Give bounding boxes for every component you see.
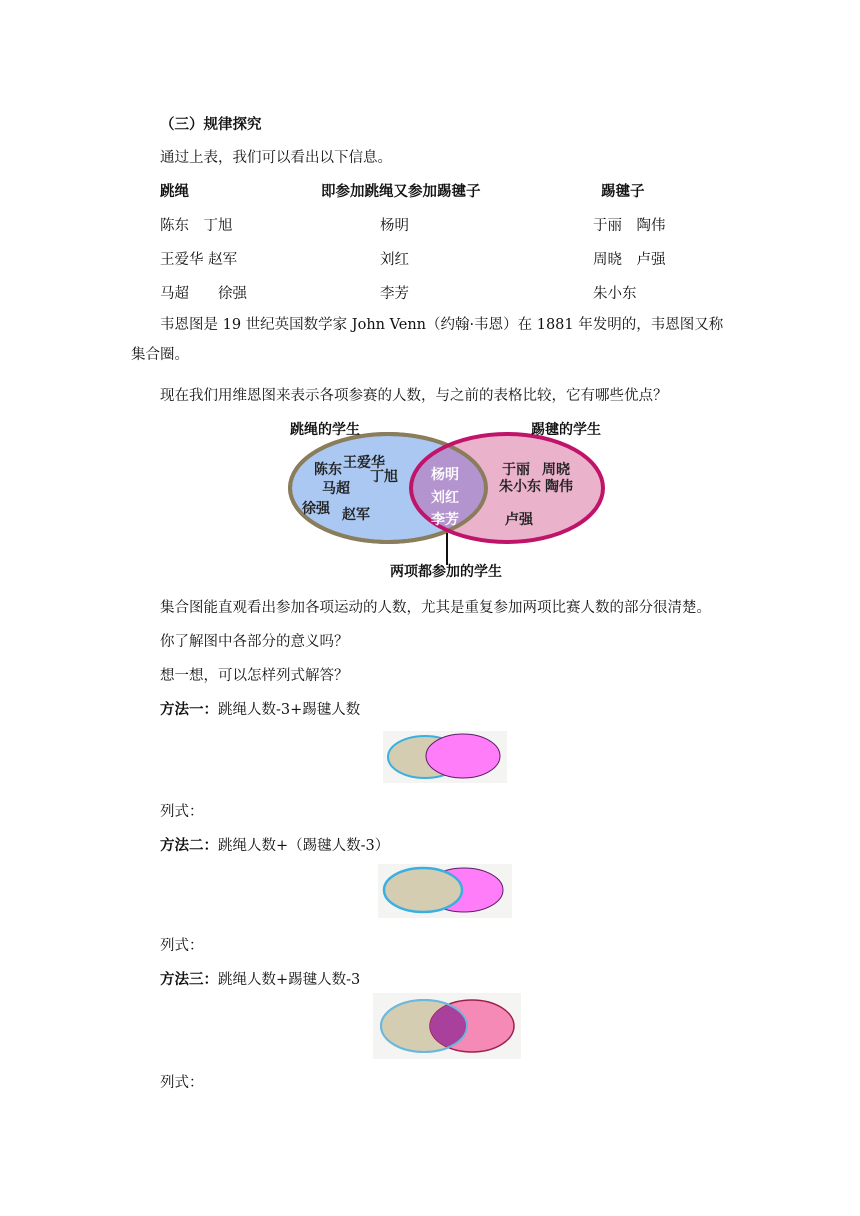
method-1	[160, 698, 360, 719]
intro-text: 通过上表，我们可以看出以下信息。	[160, 150, 392, 166]
name-wangaihua: 王爱华	[343, 455, 385, 471]
venn-diagram-method-2	[378, 864, 512, 918]
row1-left: 陈东 丁旭	[160, 218, 233, 234]
row1-mid: 杨明	[380, 218, 409, 234]
method-1-answer-label: 列式：	[160, 804, 204, 820]
after-text-2: 你了解图中各部分的意义吗？	[160, 634, 349, 650]
question-text: 现在我们用维恩图来表示各项参赛的人数，与之前的表格比较，它有哪些优点？	[160, 388, 668, 404]
row3-right: 朱小东	[593, 286, 637, 302]
after-text-3: 想一想，可以怎样列式解答？	[160, 668, 349, 684]
header-shuttlecock: 踢毽子	[601, 184, 645, 200]
header-jump-rope: 跳绳	[160, 184, 189, 200]
method-3	[160, 968, 360, 989]
name-zhouxiao: 周晓	[542, 462, 570, 478]
right-set-title: 踢毽的学生	[531, 422, 601, 438]
row3-mid: 李芳	[380, 286, 409, 302]
name-xuqiang: 徐强	[302, 501, 330, 517]
method-2-formula: 跳绳人数+（踢毽人数-3）	[218, 838, 390, 854]
method-3-label: 方法三：	[160, 972, 218, 988]
method-1-formula: 跳绳人数-3+踢毽人数	[218, 702, 361, 718]
method-1-label: 方法一：	[160, 702, 218, 718]
row3-left: 马超 徐强	[160, 286, 247, 302]
left-set-title: 跳绳的学生	[290, 422, 360, 438]
row2-mid: 刘红	[380, 252, 409, 268]
name-dingxu: 丁旭	[370, 469, 398, 485]
row2-right: 周晓 卢强	[593, 252, 666, 268]
name-yuli: 于丽	[502, 462, 530, 478]
row1-right: 于丽 陶伟	[593, 218, 666, 234]
venn-diagram-main	[280, 415, 610, 583]
method-2-answer-label: 列式：	[160, 938, 204, 954]
name-yangming: 杨明	[431, 467, 459, 483]
after-text-1: 集合图能直观看出参加各项运动的人数，尤其是重复参加两项比赛人数的部分很清楚。	[160, 600, 711, 616]
name-taowei: 陶伟	[545, 479, 573, 495]
venn-history-paragraph: 韦恩图是 19 世纪英国数学家 John Venn（约翰·韦恩）在 1881 年发明的，韦恩图又称集合圈。	[131, 317, 724, 363]
name-luqiang: 卢强	[505, 512, 533, 528]
header-both: 即参加跳绳又参加踢毽子	[321, 184, 481, 200]
name-liuhong: 刘红	[431, 490, 459, 506]
both-caption: 两项都参加的学生	[390, 564, 502, 580]
method-2-label: 方法二：	[160, 838, 218, 854]
venn-diagram-method-3	[373, 993, 521, 1059]
method-3-answer-label: 列式：	[160, 1075, 204, 1091]
name-zhaojun: 赵军	[342, 507, 370, 523]
method-2	[160, 834, 389, 855]
name-machao: 马超	[322, 481, 350, 497]
row2-left: 王爱华 赵军	[160, 252, 238, 268]
section-title: （三）规律探究	[160, 117, 262, 133]
name-zhuxiaodong: 朱小东	[499, 479, 541, 495]
name-chendong: 陈东	[314, 462, 342, 478]
name-lifang: 李芳	[431, 512, 459, 528]
method-3-formula: 跳绳人数+踢毽人数-3	[218, 972, 361, 988]
venn-diagram-method-1	[383, 731, 507, 783]
